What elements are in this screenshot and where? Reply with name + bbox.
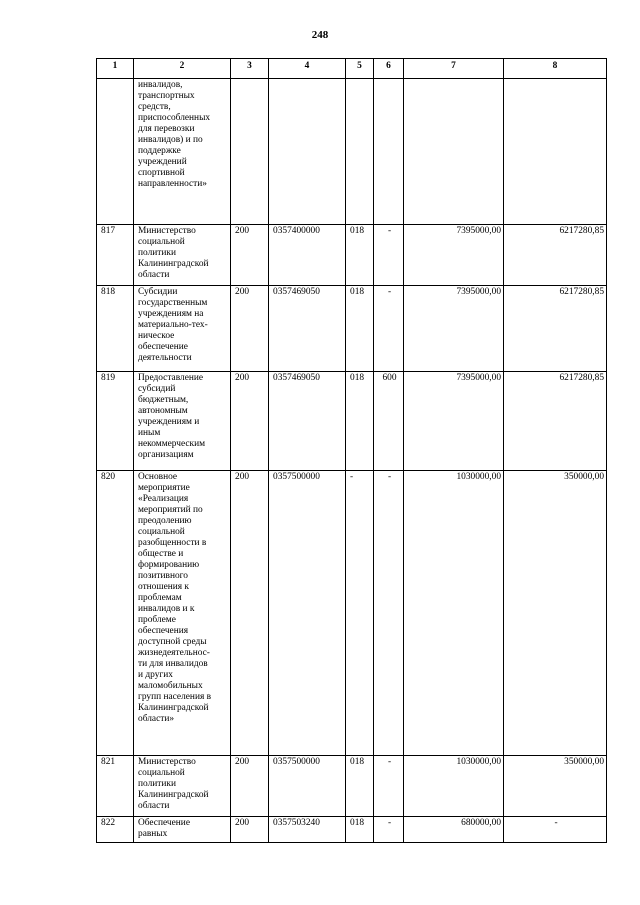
item-name: Предоставление субсидий бюджетным, автономным учреждениям и иным некоммерческим организациям [134, 372, 231, 471]
table-row [97, 225, 607, 286]
expense-type: - [374, 817, 404, 843]
amount-executed [504, 79, 607, 225]
chapter-code: 200 [231, 817, 269, 843]
target-article: 0357500000 [269, 756, 346, 817]
row-number: 817 [97, 225, 134, 286]
amount-executed: 6217280,85 [504, 286, 607, 372]
table-row [97, 286, 607, 372]
chapter-code: 200 [231, 756, 269, 817]
chapter-code: 200 [231, 286, 269, 372]
expense-type: - [374, 756, 404, 817]
row-number: 819 [97, 372, 134, 471]
target-article: 0357503240 [269, 817, 346, 843]
item-name: Обеспечение равных [134, 817, 231, 843]
target-article: 0357400000 [269, 225, 346, 286]
amount-planned [404, 79, 504, 225]
department-code: 018 [346, 286, 374, 372]
department-code: 018 [346, 756, 374, 817]
target-article: 0357469050 [269, 286, 346, 372]
amount-planned: 7395000,00 [404, 286, 504, 372]
header-cell: 6 [374, 59, 404, 79]
chapter-code: 200 [231, 225, 269, 286]
item-name: Основное мероприятие «Реализация мероприятий по преодолению социальной разобщенности в обществе и формированию позитивного отношения к проблемам инвалидов и к проблеме обеспечения доступной среды жизнедеятельнос- ти для инвалидов и других маломобильных групп населения в Калининградской области» [134, 471, 231, 756]
row-number: 820 [97, 471, 134, 756]
amount-planned: 7395000,00 [404, 372, 504, 471]
department-code [346, 79, 374, 225]
header-row [97, 59, 607, 79]
amount-executed: - [504, 817, 607, 843]
amount-executed: 6217280,85 [504, 225, 607, 286]
table-row [97, 817, 607, 843]
header-cell: 2 [134, 59, 231, 79]
expense-type: - [374, 471, 404, 756]
amount-executed: 350000,00 [504, 756, 607, 817]
chapter-code [231, 79, 269, 225]
expense-type [374, 79, 404, 225]
row-number: 822 [97, 817, 134, 843]
table-row [97, 372, 607, 471]
department-code: 018 [346, 817, 374, 843]
budget-table [96, 58, 607, 843]
table-row [97, 471, 607, 756]
table-row [97, 79, 607, 225]
item-name: Министерство социальной политики Калининградской области [134, 756, 231, 817]
target-article: 0357500000 [269, 471, 346, 756]
department-code: 018 [346, 225, 374, 286]
expense-type: - [374, 225, 404, 286]
amount-planned: 1030000,00 [404, 471, 504, 756]
table-row [97, 756, 607, 817]
header-cell: 5 [346, 59, 374, 79]
header-cell: 3 [231, 59, 269, 79]
amount-executed: 6217280,85 [504, 372, 607, 471]
chapter-code: 200 [231, 471, 269, 756]
page-number: 248 [311, 29, 329, 41]
amount-planned: 680000,00 [404, 817, 504, 843]
department-code: 018 [346, 372, 374, 471]
chapter-code: 200 [231, 372, 269, 471]
amount-planned: 1030000,00 [404, 756, 504, 817]
header-cell: 1 [97, 59, 134, 79]
department-code: - [346, 471, 374, 756]
header-cell: 8 [504, 59, 607, 79]
amount-planned: 7395000,00 [404, 225, 504, 286]
item-name: Субсидии государственным учреждениям на материально-тех- ническое обеспечение деятельности [134, 286, 231, 372]
item-name: инвалидов, транспортных средств, приспособленных для перевозки инвалидов) и по поддержке учреждений спортивной направленности» [134, 79, 231, 225]
expense-type: 600 [374, 372, 404, 471]
target-article [269, 79, 346, 225]
header-cell: 4 [269, 59, 346, 79]
row-number: 818 [97, 286, 134, 372]
row-number [97, 79, 134, 225]
target-article: 0357469050 [269, 372, 346, 471]
expense-type: - [374, 286, 404, 372]
header-cell: 7 [404, 59, 504, 79]
item-name: Министерство социальной политики Калининградской области [134, 225, 231, 286]
amount-executed: 350000,00 [504, 471, 607, 756]
row-number: 821 [97, 756, 134, 817]
